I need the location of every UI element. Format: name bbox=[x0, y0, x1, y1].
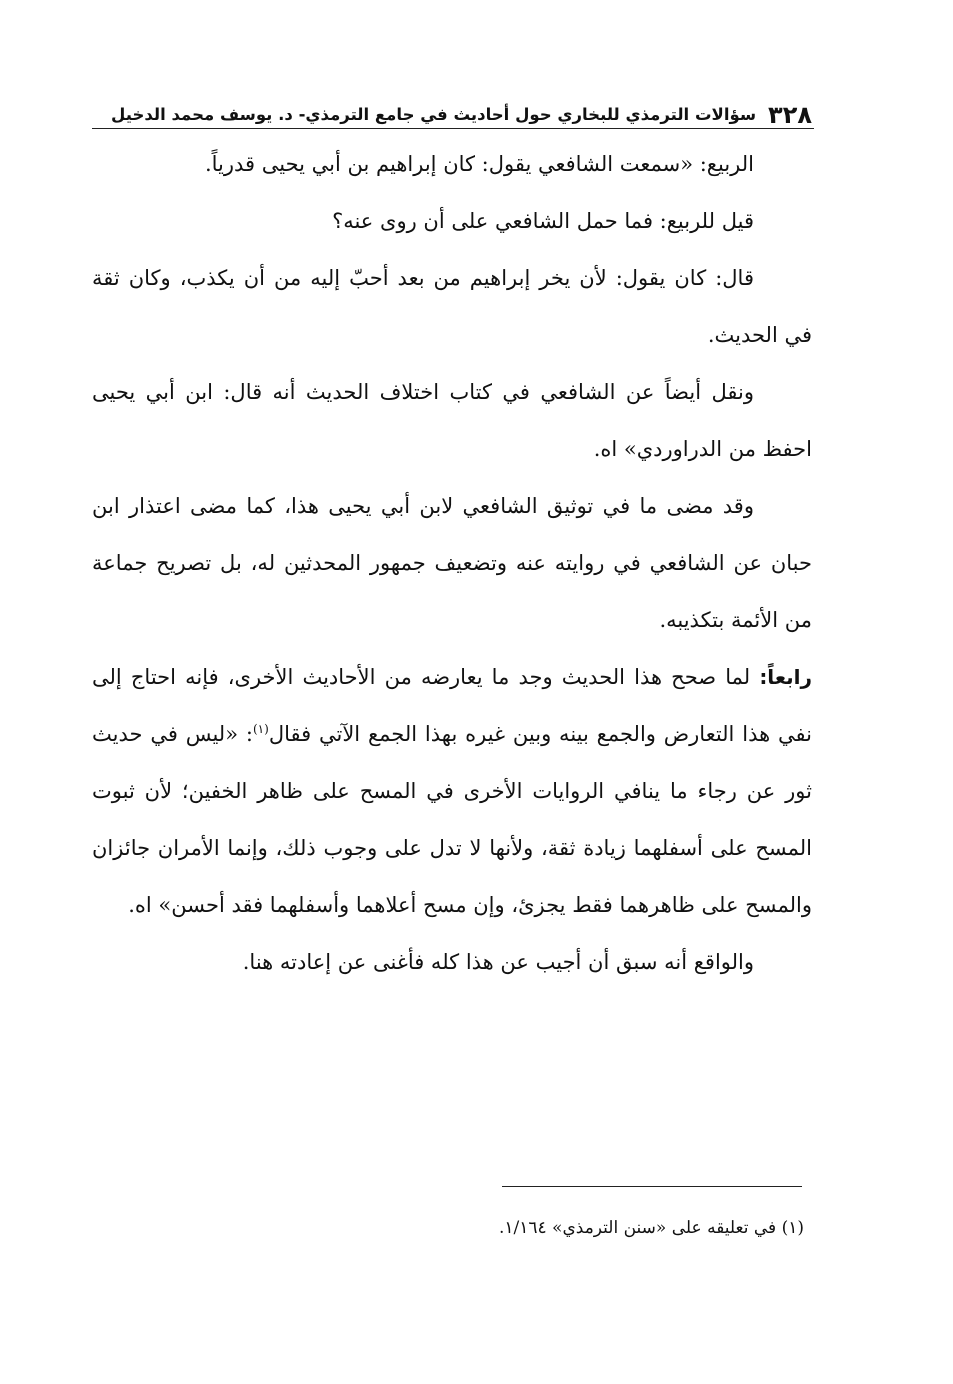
footnote-divider bbox=[502, 1186, 802, 1187]
paragraph-1: الربيع: «سمعت الشافعي يقول: كان إبراهيم بن أبي يحيى قدرياً. bbox=[204, 152, 754, 176]
page-number: ٣٢٨ bbox=[768, 101, 812, 129]
paragraph-5: وقد مضى ما في توثيق الشافعي لابن أبي يحيى هذا، كما مضى اعتذار ابن حبان عن الشافعي في روايته عنه وتضعيف جمهور المحدثين له، بل تصريح جماعة من الأئمة بتكذيبه. bbox=[92, 494, 812, 632]
paragraph-7: والواقع أنه سبق أن أجيب عن هذا كله فأغنى عن إعادته هنا. bbox=[242, 950, 754, 974]
paragraph-3: قال: كان يقول: لأن يخر إبراهيم من بعد أحبّ إليه من أن يكذب، وكان ثقة في الحديث. bbox=[92, 266, 812, 347]
footnote-reference[interactable]: (١) bbox=[252, 722, 269, 736]
paragraph-6-text: لما صحح هذا الحديث وجد ما يعارضه من الأحاديث الأخرى، فإنه احتاج إلى نفي هذا التعارض والجمع بينه وبين غيره بهذا الجمع الآتي فقال bbox=[92, 665, 812, 746]
page-header bbox=[92, 90, 812, 130]
paragraph-6 bbox=[92, 649, 812, 934]
header-divider bbox=[92, 128, 814, 129]
main-text bbox=[92, 136, 812, 991]
footnote: (١) في تعليقه على «سنن الترمذي» ١/١٦٤. bbox=[498, 1218, 804, 1238]
paragraph-6-quote: : «ليس في حديث ثور عن رجاء ما ينافي الروايات الأخرى في المسح على ظاهر الخفين؛ لأن ثبوت المسح على أسفلهما زيادة ثقة، ولأنها لا تدل على وجوب ذلك، وإنما الأمران جائزان والمسح على ظاهرهما فقط يجزئ، وإن مسح أعلاهما وأسفلهما فقد أحسن» اه. bbox=[92, 722, 812, 917]
paragraph-2: قيل للربيع: فما حمل الشافعي على أن روى عنه؟ bbox=[332, 209, 754, 233]
running-title: سؤالات الترمذي للبخاري حول أحاديث في جامع الترمذي- د. يوسف محمد الدخيل bbox=[111, 105, 757, 124]
paragraph-4: ونقل أيضاً عن الشافعي في كتاب اختلاف الحديث أنه قال: ابن أبي يحيى احفظ من الدراوردي» اه. bbox=[92, 380, 812, 461]
section-lead: رابعاً: bbox=[759, 665, 812, 689]
